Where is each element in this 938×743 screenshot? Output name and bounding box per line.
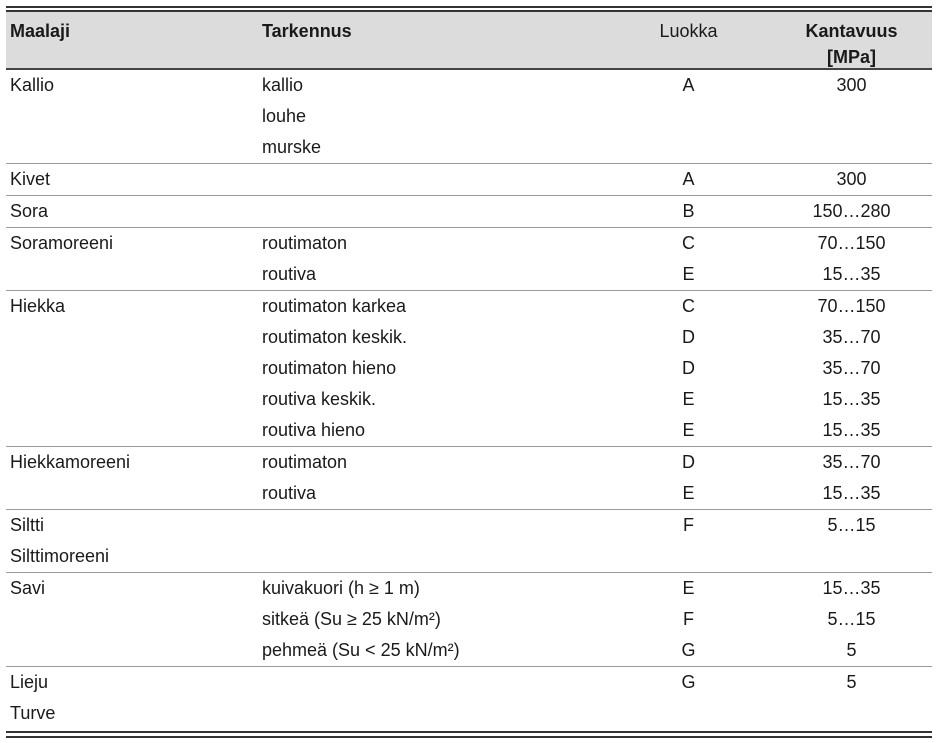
table-row-group [6,573,932,667]
cell-maalaji [6,322,258,353]
cell-luokka: C [682,296,695,316]
table-row-group [6,196,932,228]
cell-maalaji [6,635,258,666]
cell-tarkennus [258,196,606,227]
cell-kantavuus: 15…35 [822,578,881,598]
table-row [6,698,932,729]
cell-luokka: F [683,609,694,629]
cell-luokka: G [681,672,696,692]
cell-kantavuus: 15…35 [822,420,881,440]
cell-tarkennus [258,698,606,729]
table-row [6,101,932,132]
header-kantavuus-line1: Kantavuus [805,21,898,41]
cell-tarkennus [258,164,606,195]
table-row [6,573,932,604]
cell-kantavuus: 35…70 [822,358,881,378]
cell-kantavuus: 15…35 [822,389,881,409]
cell-luokka [606,132,771,163]
cell-maalaji: Sora [10,201,49,221]
cell-maalaji [6,132,258,163]
cell-luokka [606,101,771,132]
cell-tarkennus [258,541,606,572]
table-body [6,70,932,729]
cell-kantavuus [771,541,932,572]
cell-maalaji [6,604,258,635]
cell-luokka: F [683,515,694,535]
cell-maalaji [6,384,258,415]
table-row [6,291,932,322]
cell-tarkennus: routimaton [262,233,348,253]
header-luokka: Luokka [659,21,718,41]
table-row-group [6,447,932,510]
table-row-group [6,667,932,729]
cell-luokka: E [682,483,695,503]
soil-bearing-table [6,6,932,738]
cell-kantavuus [771,132,932,163]
cell-maalaji [6,415,258,446]
cell-tarkennus: routiva [262,264,317,284]
cell-luokka: A [682,75,695,95]
table-row [6,132,932,163]
cell-maalaji [6,259,258,290]
header-kantavuus-line2: [MPa] [827,47,876,67]
cell-tarkennus: routimaton [262,452,348,472]
cell-kantavuus: 5 [846,640,857,660]
cell-luokka: E [682,420,695,440]
header-kantavuus [771,12,932,68]
cell-kantavuus [771,698,932,729]
table-row-group [6,164,932,196]
cell-luokka: C [682,233,695,253]
cell-luokka: E [682,389,695,409]
cell-tarkennus: louhe [262,106,307,126]
table-row [6,635,932,666]
cell-luokka: B [682,201,695,221]
cell-maalaji: Kallio [10,75,55,95]
table-row [6,196,932,227]
cell-tarkennus: kallio [262,75,304,95]
bottom-rule [6,731,932,738]
cell-kantavuus: 300 [836,169,867,189]
cell-kantavuus: 5…15 [827,609,876,629]
table-row-group [6,70,932,164]
cell-maalaji [6,101,258,132]
cell-luokka: E [682,578,695,598]
cell-maalaji [6,353,258,384]
cell-kantavuus: 70…150 [817,296,886,316]
cell-tarkennus: sitkeä (Su ≥ 25 kN/m²) [262,609,441,629]
table-row-group [6,291,932,447]
table-row [6,322,932,353]
cell-maalaji: Savi [10,578,46,598]
cell-tarkennus: routimaton hieno [262,358,397,378]
cell-maalaji: Kivet [10,169,51,189]
cell-tarkennus: routiva hieno [262,420,366,440]
cell-kantavuus: 70…150 [817,233,886,253]
table-row [6,228,932,259]
cell-tarkennus: routiva [262,483,317,503]
cell-maalaji [6,478,258,509]
cell-luokka: D [682,327,695,347]
cell-maalaji: Lieju [10,672,49,692]
cell-kantavuus: 15…35 [822,264,881,284]
cell-kantavuus: 5 [846,672,857,692]
table-row [6,510,932,541]
cell-maalaji: Soramoreeni [10,233,114,253]
table-row [6,70,932,101]
cell-luokka: G [681,640,696,660]
table-row [6,447,932,478]
cell-luokka: D [682,452,695,472]
cell-kantavuus: 35…70 [822,327,881,347]
cell-kantavuus: 35…70 [822,452,881,472]
cell-luokka: A [682,169,695,189]
table-row-group [6,510,932,573]
cell-tarkennus: murske [262,137,322,157]
cell-luokka: E [682,264,695,284]
cell-kantavuus [771,101,932,132]
table-row [6,384,932,415]
cell-kantavuus: 15…35 [822,483,881,503]
cell-kantavuus: 150…280 [812,201,891,221]
cell-luokka: D [682,358,695,378]
table-row [6,259,932,290]
table-row [6,604,932,635]
cell-tarkennus: routimaton karkea [262,296,407,316]
cell-kantavuus: 300 [836,75,867,95]
cell-tarkennus: pehmeä (Su < 25 kN/m²) [262,640,460,660]
cell-maalaji: Hiekka [10,296,66,316]
cell-tarkennus: routimaton keskik. [262,327,408,347]
cell-maalaji: Turve [10,703,56,723]
cell-tarkennus [258,510,606,541]
cell-maalaji: Siltti [10,515,45,535]
table-row [6,478,932,509]
cell-maalaji: Silttimoreeni [10,546,110,566]
table-row [6,667,932,698]
table-row-group [6,228,932,291]
table-row [6,353,932,384]
table-row [6,415,932,446]
cell-maalaji: Hiekkamoreeni [10,452,131,472]
table-row [6,164,932,195]
cell-kantavuus: 5…15 [827,515,876,535]
cell-tarkennus: routiva keskik. [262,389,377,409]
table-row [6,541,932,572]
cell-tarkennus [258,667,606,698]
header-tarkennus: Tarkennus [262,21,352,41]
header-maalaji: Maalaji [10,21,71,41]
cell-luokka [606,698,771,729]
cell-tarkennus: kuivakuori (h ≥ 1 m) [262,578,420,598]
table-header [6,12,932,70]
cell-luokka [606,541,771,572]
